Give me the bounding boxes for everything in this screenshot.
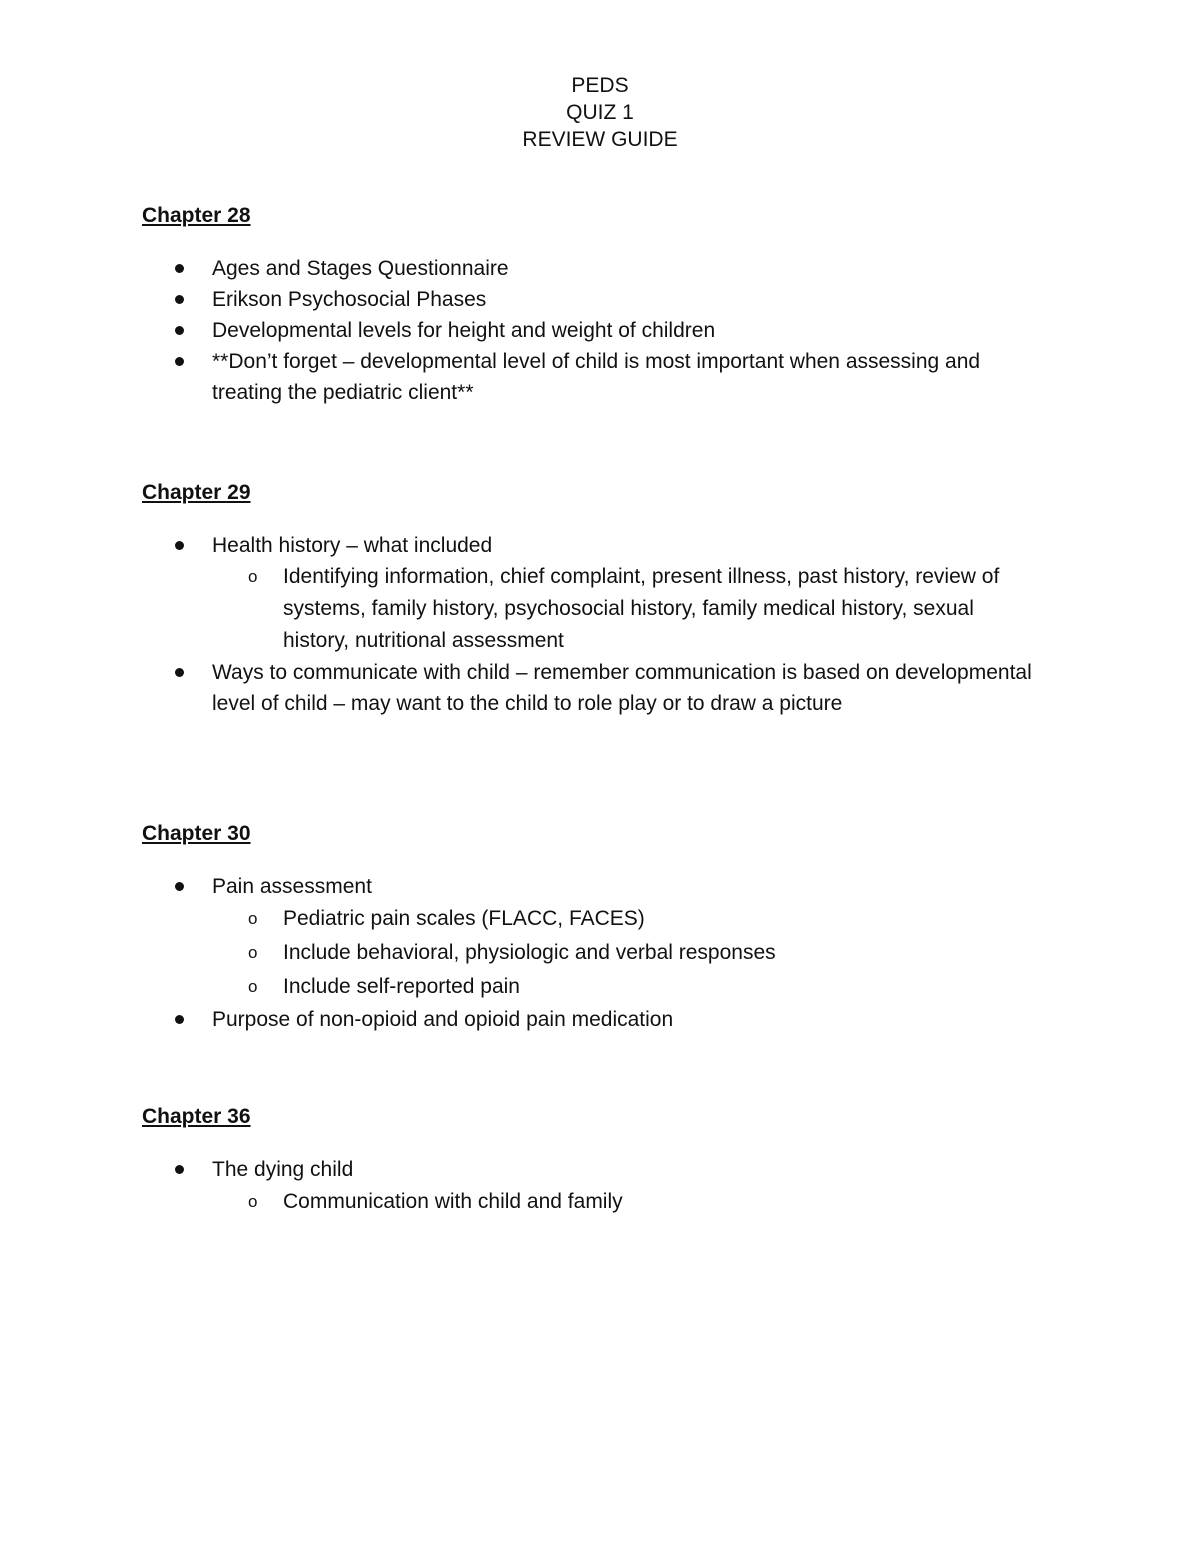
title-line-review-guide: REVIEW GUIDE <box>522 128 678 151</box>
circle-bullet-icon: o <box>248 567 258 586</box>
sub-bullet-list <box>212 1185 1042 1218</box>
sub-list-item-text: Include self-reported pain <box>283 975 520 998</box>
sub-list-item-text: Include behavioral, physiologic and verbal responses <box>283 941 776 964</box>
bullet-list <box>142 530 1042 719</box>
list-item <box>142 1004 1042 1035</box>
list-item-text: Pain assessment <box>212 875 372 898</box>
sub-bullet-list <box>212 561 1012 657</box>
sub-list-item <box>212 970 1042 1004</box>
list-item <box>142 871 1042 1004</box>
list-item-text: Health history – what included <box>212 534 493 557</box>
bullet-icon <box>175 541 184 550</box>
bullet-list <box>142 1154 1042 1218</box>
sub-list-item-text: Identifying information, chief complaint, present illness, past history, review of systems, family history, psychosocial history, family medical history, sexual history, nutritional assessment <box>283 565 1000 652</box>
bullet-icon <box>175 1165 184 1174</box>
sub-list-item <box>212 561 1012 657</box>
list-item <box>142 315 1042 346</box>
bullet-icon <box>175 326 184 335</box>
circle-bullet-icon: o <box>248 977 258 996</box>
title-line-peds: PEDS <box>571 74 629 97</box>
chapter-29-section <box>142 479 1042 719</box>
list-item-text: Erikson Psychosocial Phases <box>212 288 487 311</box>
circle-bullet-icon: o <box>248 943 258 962</box>
bullet-list <box>142 253 1042 408</box>
sub-list-item <box>212 936 1042 970</box>
sub-list-item <box>212 1185 1042 1218</box>
circle-bullet-icon: o <box>248 1192 258 1211</box>
circle-bullet-icon: o <box>248 909 258 928</box>
chapter-36-section <box>142 1103 1042 1218</box>
chapter-30-section <box>142 820 1042 1035</box>
chapter-28-section <box>142 202 1042 408</box>
list-item-text: Ways to communicate with child – remember communication is based on developmental level of child – may want to the child to role play or to draw a picture <box>212 661 1032 715</box>
sub-bullet-list <box>212 902 1042 1004</box>
document-title <box>0 72 1200 153</box>
bullet-icon <box>175 357 184 366</box>
sub-list-item <box>212 902 1042 936</box>
bullet-icon <box>175 882 184 891</box>
bullet-icon <box>175 1015 184 1024</box>
bullet-icon <box>175 668 184 677</box>
bullet-icon <box>175 264 184 273</box>
chapter-heading: Chapter 36 <box>142 1105 251 1128</box>
list-item <box>142 657 1042 719</box>
list-item <box>142 346 1042 408</box>
list-item-text: Purpose of non-opioid and opioid pain medication <box>212 1008 674 1031</box>
bullet-list <box>142 871 1042 1035</box>
list-item-text: **Don’t forget – developmental level of child is most important when assessing and treating the pediatric client** <box>212 350 981 404</box>
list-item-text: Ages and Stages Questionnaire <box>212 257 509 280</box>
list-item <box>142 253 1042 284</box>
list-item <box>142 530 1042 657</box>
list-item <box>142 284 1042 315</box>
list-item-text: The dying child <box>212 1158 354 1181</box>
sub-list-item-text: Pediatric pain scales (FLACC, FACES) <box>283 907 645 930</box>
list-item-text: Developmental levels for height and weight of children <box>212 319 716 342</box>
chapter-heading: Chapter 30 <box>142 822 251 845</box>
list-item <box>142 1154 1042 1218</box>
chapter-heading: Chapter 29 <box>142 481 251 504</box>
sub-list-item-text: Communication with child and family <box>283 1190 623 1213</box>
title-line-quiz: QUIZ 1 <box>566 101 634 124</box>
chapter-heading: Chapter 28 <box>142 204 251 227</box>
bullet-icon <box>175 295 184 304</box>
